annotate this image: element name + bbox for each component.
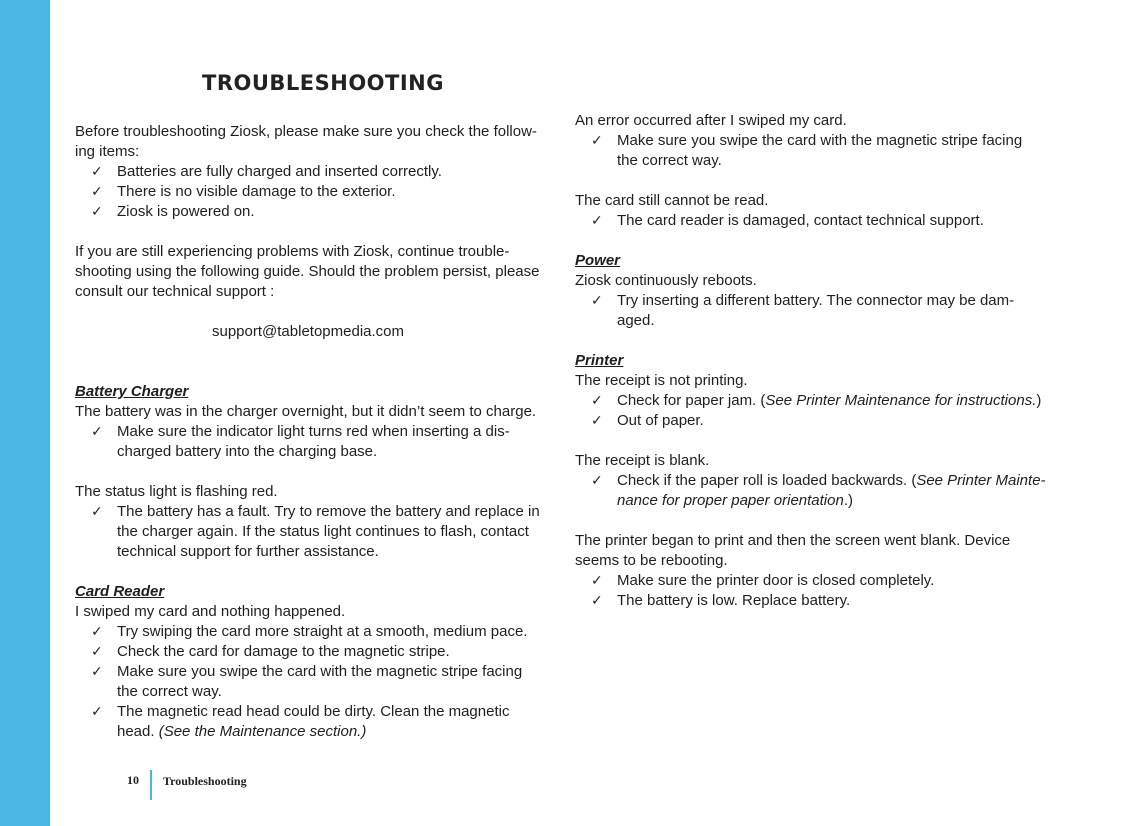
- check-mark-icon: ✓: [91, 504, 103, 520]
- intro-line: ing items:: [75, 143, 140, 160]
- intro-line: Before troubleshooting Ziosk, please make sure you check the follow-: [75, 123, 537, 140]
- check-item-text: There is no visible damage to the exterior.: [117, 183, 396, 200]
- page-number: 10: [127, 773, 139, 787]
- printer-section: [575, 351, 1055, 611]
- problem-statement: The card still cannot be read.: [575, 192, 769, 209]
- check-item: [75, 642, 555, 662]
- check-item-text: The battery is low. Replace battery.: [617, 592, 851, 609]
- spacer: [575, 171, 1055, 191]
- check-item-text: Make sure you swipe the card with the magnetic stripe facing: [117, 663, 523, 680]
- check-mark-icon: ✓: [591, 573, 603, 589]
- support-paragraph: [75, 242, 555, 302]
- check-item: [75, 202, 555, 222]
- check-item-text: Try swiping the card more straight at a smooth, medium pace.: [117, 623, 528, 640]
- check-item: [575, 391, 1055, 411]
- check-item: [575, 411, 1055, 431]
- check-item-text: Check the card for damage to the magnetic stripe.: [117, 643, 450, 660]
- problem-statement: An error occurred after I swiped my card.: [575, 112, 847, 129]
- check-item-text: Try inserting a different battery. The connector may be dam-: [617, 292, 1015, 309]
- check-mark-icon: ✓: [591, 213, 603, 229]
- check-mark-icon: ✓: [591, 413, 603, 429]
- check-item: [575, 471, 1055, 511]
- printer-maintenance-reference: See Printer Maintenance for instructions.: [765, 392, 1037, 409]
- power-section: [575, 251, 1055, 331]
- check-item: [575, 591, 1055, 611]
- check-item-text: aged.: [617, 312, 655, 329]
- problem-statement: The receipt is blank.: [575, 452, 710, 469]
- check-mark-icon: ✓: [91, 624, 103, 640]
- check-mark-icon: ✓: [91, 184, 103, 200]
- check-item: [75, 502, 555, 562]
- check-item: [75, 702, 555, 742]
- check-item-text: the correct way.: [117, 683, 222, 700]
- check-mark-icon: ✓: [591, 393, 603, 409]
- side-accent-bar: [0, 0, 50, 826]
- check-item: [75, 662, 555, 702]
- footer-section-label: Troubleshooting: [163, 774, 247, 788]
- check-mark-icon: ✓: [591, 473, 603, 489]
- problem-statement: The receipt is not printing.: [575, 372, 748, 389]
- section-heading-battery-charger: Battery Charger: [75, 383, 189, 400]
- check-item-text-part: Check for paper jam. (: [617, 392, 766, 409]
- check-mark-icon: ✓: [591, 593, 603, 609]
- check-item: [75, 182, 555, 202]
- spacer: [575, 511, 1055, 531]
- problem-statement: The printer began to print and then the screen went blank. Device: [575, 532, 1011, 549]
- support-line: If you are still experiencing problems with Ziosk, continue trouble-: [75, 243, 510, 260]
- support-line: shooting using the following guide. Should the problem persist, please: [75, 263, 540, 280]
- check-item-text: Make sure you swipe the card with the magnetic stripe facing: [617, 132, 1023, 149]
- footer-divider: [150, 770, 152, 800]
- problem-statement: The status light is flashing red.: [75, 483, 278, 500]
- spacer: [75, 462, 555, 482]
- check-item-text: The card reader is damaged, contact technical support.: [617, 212, 984, 229]
- check-mark-icon: ✓: [91, 644, 103, 660]
- check-item: [75, 162, 555, 182]
- check-item-text: Make sure the printer door is closed completely.: [617, 572, 935, 589]
- spacer: [575, 431, 1055, 451]
- check-item-text: charged battery into the charging base.: [117, 443, 378, 460]
- problem-statement: The battery was in the charger overnight, but it didn’t seem to charge.: [75, 403, 537, 420]
- check-item-text: The magnetic read head could be dirty. Clean the magnetic: [117, 703, 510, 720]
- check-item-text: Ziosk is powered on.: [117, 203, 255, 220]
- check-item-text-part: .): [843, 492, 853, 509]
- check-item-text: [617, 471, 1055, 491]
- check-mark-icon: ✓: [91, 204, 103, 220]
- section-heading-power: Power: [575, 252, 621, 269]
- check-mark-icon: ✓: [91, 704, 103, 720]
- check-item-text-part: head.: [117, 723, 159, 740]
- card-reader-section: [75, 582, 555, 742]
- problem-statement: seems to be rebooting.: [575, 552, 728, 569]
- check-item-text: Make sure the indicator light turns red when inserting a dis-: [117, 423, 510, 440]
- problem-statement: Ziosk continuously reboots.: [575, 272, 757, 289]
- support-email-link[interactable]: support@tabletopmedia.com: [212, 323, 404, 340]
- check-item: [575, 211, 1055, 231]
- check-item: [575, 291, 1055, 331]
- check-item-text: The battery has a fault. Try to remove the battery and replace in: [117, 503, 540, 520]
- battery-charger-section: [75, 382, 555, 562]
- problem-statement: I swiped my card and nothing happened.: [75, 603, 346, 620]
- check-item: [575, 131, 1055, 171]
- check-item-text: Out of paper.: [617, 412, 704, 429]
- check-mark-icon: ✓: [91, 664, 103, 680]
- check-item-text: the correct way.: [617, 152, 722, 169]
- check-item-text: technical support for further assistance.: [117, 543, 379, 560]
- check-item-text-part: ): [1036, 392, 1042, 409]
- section-heading-card-reader: Card Reader: [75, 583, 165, 600]
- check-mark-icon: ✓: [91, 424, 103, 440]
- check-item: [75, 622, 555, 642]
- check-mark-icon: ✓: [591, 133, 603, 149]
- intro-paragraph: [75, 122, 555, 222]
- section-heading-printer: Printer: [575, 352, 624, 369]
- printer-maintenance-reference: See Printer Mainte-: [916, 472, 1046, 489]
- check-item-text-part: Check if the paper roll is loaded backwards. (: [617, 472, 917, 489]
- support-line: consult our technical support :: [75, 283, 275, 300]
- page-title: TROUBLESHOOTING: [202, 71, 444, 95]
- check-mark-icon: ✓: [91, 164, 103, 180]
- printer-maintenance-reference: nance for proper paper orientation: [617, 492, 844, 509]
- check-item: [75, 422, 555, 462]
- check-item-text: the charger again. If the status light continues to flash, contact: [117, 523, 529, 540]
- check-item-text: [617, 491, 1055, 511]
- check-mark-icon: ✓: [591, 293, 603, 309]
- card-reader-continued: [575, 111, 1055, 231]
- maintenance-reference: (See the Maintenance section.): [158, 723, 367, 740]
- check-item-text: Batteries are fully charged and inserted correctly.: [117, 163, 442, 180]
- check-item: [575, 571, 1055, 591]
- check-item-text: [117, 722, 555, 742]
